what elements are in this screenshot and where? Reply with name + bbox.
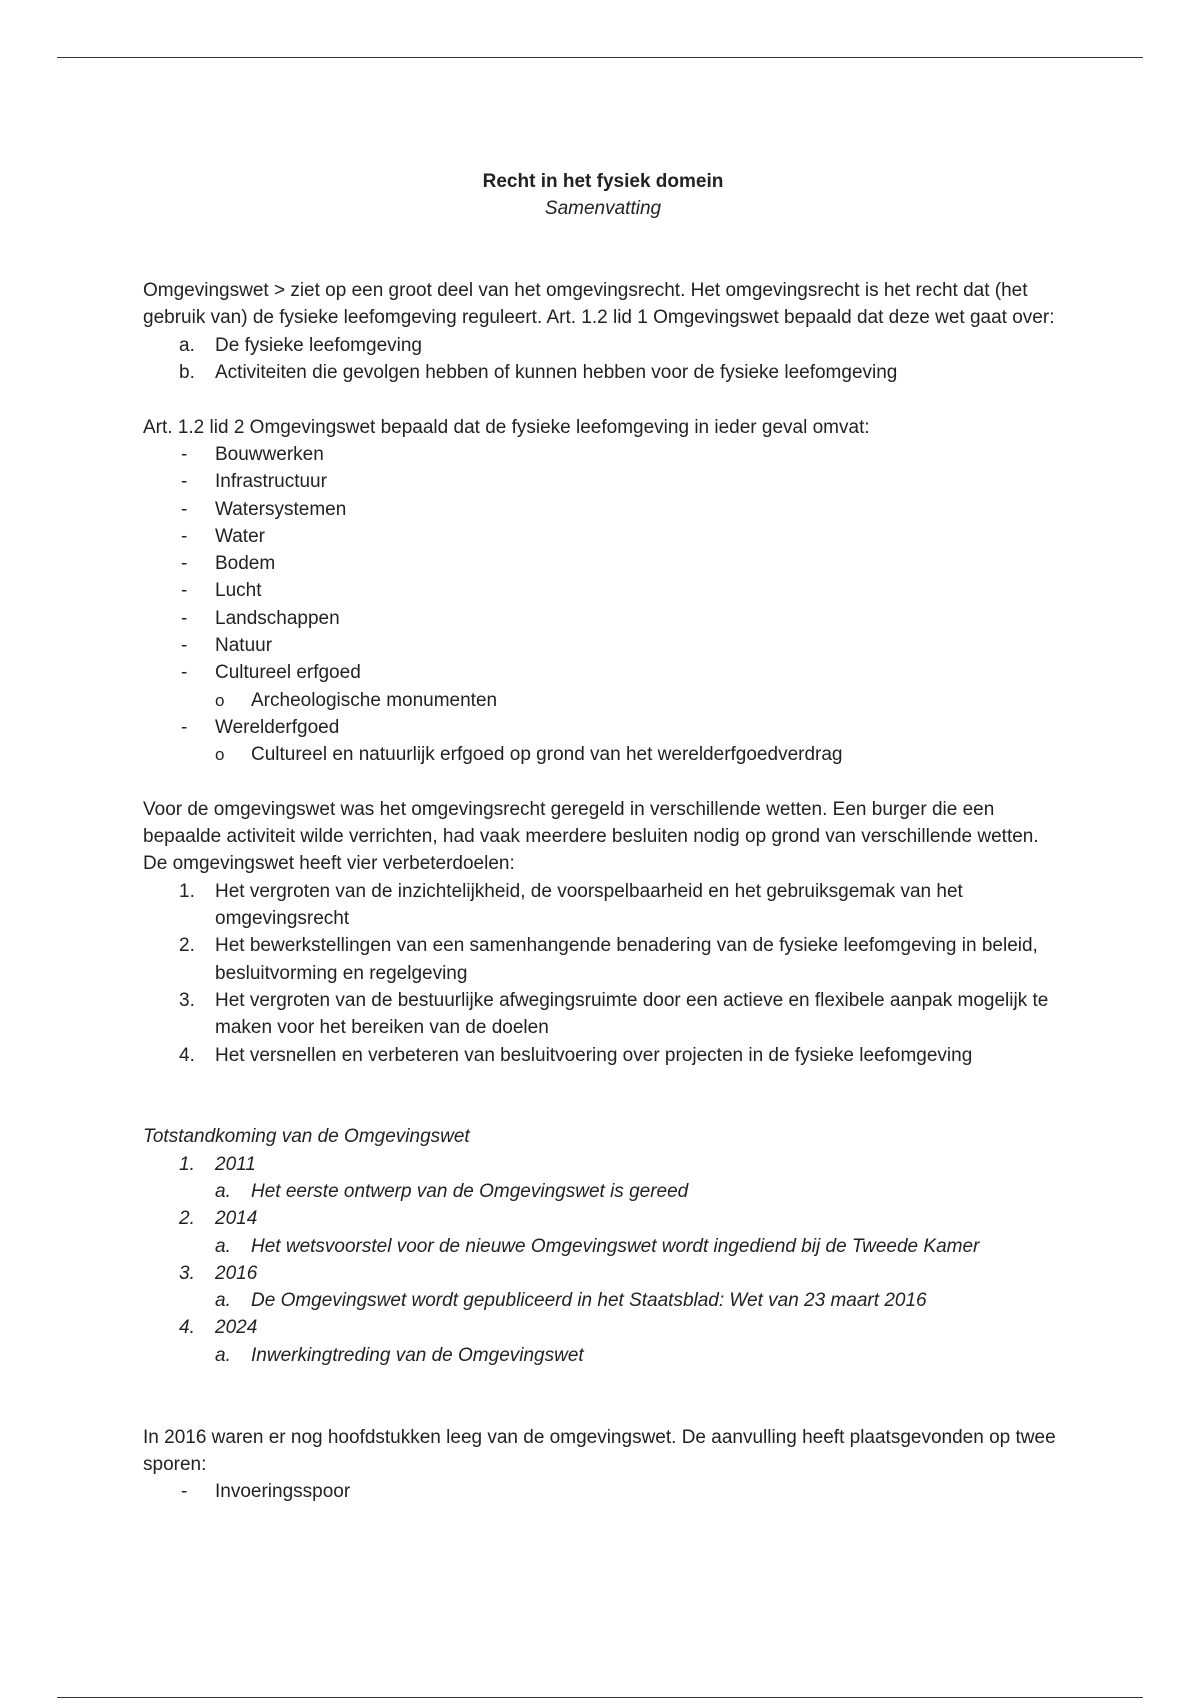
history-event: Het wetsvoorstel voor de nieuwe Omgevingswet wordt ingediend bij de Tweede Kamer bbox=[251, 1235, 980, 1257]
list-item bbox=[143, 577, 1063, 604]
sub-list-item bbox=[215, 1287, 1063, 1314]
list-item bbox=[143, 878, 1063, 933]
history-year: 2011 bbox=[215, 1153, 256, 1175]
list-item-label: Het vergroten van de inzichtelijkheid, de voorspelbaarheid en het gebruiksgemak van het omgevingsrecht bbox=[215, 880, 963, 930]
art12-paragraph: Art. 1.2 lid 2 Omgevingswet bepaald dat de fysieke leefomgeving in ieder geval omvat: bbox=[143, 416, 870, 438]
footer-rule bbox=[57, 1697, 1143, 1698]
document-page bbox=[143, 168, 1063, 1506]
sub-list-item bbox=[215, 1178, 1063, 1205]
list-item bbox=[143, 659, 1063, 686]
list-item bbox=[143, 1260, 1063, 1287]
list-item bbox=[143, 468, 1063, 495]
list-marker: 4. bbox=[179, 1317, 195, 1339]
sub-list-item bbox=[215, 1233, 1063, 1260]
sub-list bbox=[143, 1287, 1063, 1314]
list-marker: a. bbox=[179, 334, 195, 356]
closing-list bbox=[143, 1478, 1063, 1505]
list-item bbox=[143, 441, 1063, 468]
history-heading: Totstandkoming van de Omgevingswet bbox=[143, 1126, 470, 1148]
list-item-label: Het versnellen en verbeteren van besluitvoering over projecten in de fysieke leefomgeving bbox=[215, 1044, 973, 1066]
list-marker: 3. bbox=[179, 989, 195, 1011]
dash-marker: - bbox=[181, 1481, 188, 1503]
list-item bbox=[143, 523, 1063, 550]
list-item-label: Lucht bbox=[215, 580, 262, 602]
list-marker: 2. bbox=[179, 1208, 195, 1230]
list-item bbox=[143, 1151, 1063, 1178]
dash-marker: - bbox=[181, 553, 188, 575]
sub-list bbox=[143, 1233, 1063, 1260]
list-item bbox=[143, 714, 1063, 741]
sub-list-item bbox=[215, 687, 1063, 714]
list-item-label: Invoeringsspoor bbox=[215, 1481, 351, 1503]
history-year: 2024 bbox=[215, 1317, 258, 1339]
list-item-label: Het vergroten van de bestuurlijke afwegingsruimte door een actieve en flexibele aanpak mogelijk te maken voor het bereiken van de doelen bbox=[215, 989, 1049, 1039]
list-item-label: Water bbox=[215, 525, 265, 547]
list-item-label: Cultureel erfgoed bbox=[215, 662, 361, 684]
list-item bbox=[143, 1314, 1063, 1341]
list-marker: 3. bbox=[179, 1262, 195, 1284]
dash-marker: - bbox=[181, 635, 188, 657]
list-item-label: Bodem bbox=[215, 553, 276, 575]
sub-marker: a. bbox=[215, 1235, 231, 1257]
document-subtitle: Samenvatting bbox=[544, 198, 662, 220]
sub-list bbox=[143, 741, 1063, 768]
list-marker: b. bbox=[179, 362, 195, 384]
intro-list bbox=[143, 332, 1063, 387]
list-item bbox=[143, 359, 1063, 386]
history-event: De Omgevingswet wordt gepubliceerd in het Staatsblad: Wet van 23 maart 2016 bbox=[251, 1290, 927, 1312]
list-item-label: Activiteiten die gevolgen hebben of kunnen hebben voor de fysieke leefomgeving bbox=[215, 362, 898, 384]
history-event: Het eerste ontwerp van de Omgevingswet is gereed bbox=[251, 1180, 689, 1202]
history-year: 2014 bbox=[215, 1208, 258, 1230]
sub-list bbox=[143, 687, 1063, 714]
sub-list-item bbox=[215, 1342, 1063, 1369]
dash-marker: - bbox=[181, 607, 188, 629]
list-item-label: De fysieke leefomgeving bbox=[215, 334, 422, 356]
sub-list bbox=[143, 1178, 1063, 1205]
goals-paragraph: Voor de omgevingswet was het omgevingsrecht geregeld in verschillende wetten. Een burger die een bepaalde activiteit wilde verrichten, had vaak meerdere besluiten nodig op grond van verschillende wetten. De omgevingswet heeft vier verbeterdoelen: bbox=[143, 798, 1039, 875]
list-item-label: Natuur bbox=[215, 635, 273, 657]
header-rule bbox=[57, 57, 1143, 58]
list-marker: 2. bbox=[179, 935, 195, 957]
list-item bbox=[143, 496, 1063, 523]
history-event: Inwerkingtreding van de Omgevingswet bbox=[251, 1344, 584, 1366]
history-list bbox=[143, 1151, 1063, 1369]
list-marker: 4. bbox=[179, 1044, 195, 1066]
list-item bbox=[143, 550, 1063, 577]
history-year: 2016 bbox=[215, 1262, 258, 1284]
sub-marker: a. bbox=[215, 1344, 231, 1366]
list-item-label: Werelderfgoed bbox=[215, 716, 340, 738]
goals-list bbox=[143, 878, 1063, 1069]
list-item bbox=[143, 1042, 1063, 1069]
list-item-label: Het bewerkstellingen van een samenhangende benadering van de fysieke leefomgeving in beleid, besluitvorming en regelgeving bbox=[215, 935, 1038, 984]
list-item-label: Watersystemen bbox=[215, 498, 347, 520]
sub-item-label: Archeologische monumenten bbox=[251, 689, 498, 711]
list-item bbox=[143, 605, 1063, 632]
history-section bbox=[143, 1123, 1063, 1369]
sub-list bbox=[143, 1342, 1063, 1369]
intro-paragraph: Omgevingswet > ziet op een groot deel van het omgevingsrecht. Het omgevingsrecht is het recht dat (het gebruik van) de fysieke leefomgeving reguleert. Art. 1.2 lid 1 Omgevingswet bepaald dat deze wet gaat over: bbox=[143, 280, 1055, 329]
dash-marker: - bbox=[181, 580, 188, 602]
circle-marker: o bbox=[215, 745, 225, 765]
circle-marker: o bbox=[215, 690, 225, 710]
sub-list-item bbox=[215, 741, 1063, 768]
art12-list bbox=[143, 441, 1063, 769]
dash-marker: - bbox=[181, 498, 188, 520]
list-item bbox=[143, 632, 1063, 659]
sub-marker: a. bbox=[215, 1290, 231, 1312]
list-item-label: Bouwwerken bbox=[215, 443, 324, 465]
dash-marker: - bbox=[181, 662, 188, 684]
list-marker: 1. bbox=[179, 1153, 195, 1175]
dash-marker: - bbox=[181, 525, 188, 547]
list-item bbox=[143, 987, 1063, 1042]
dash-marker: - bbox=[181, 716, 188, 738]
list-item-label: Landschappen bbox=[215, 607, 340, 629]
dash-marker: - bbox=[181, 471, 188, 493]
sub-item-label: Cultureel en natuurlijk erfgoed op grond van het werelderfgoedverdrag bbox=[251, 744, 843, 766]
dash-marker: - bbox=[181, 443, 188, 465]
list-item-label: Infrastructuur bbox=[215, 471, 327, 493]
list-item bbox=[143, 332, 1063, 359]
document-title: Recht in het fysiek domein bbox=[482, 171, 724, 192]
list-item bbox=[143, 1478, 1063, 1505]
list-marker: 1. bbox=[179, 880, 195, 902]
list-item bbox=[143, 932, 1063, 987]
closing-paragraph: In 2016 waren er nog hoofdstukken leeg van de omgevingswet. De aanvulling heeft plaatsgevonden op twee sporen: bbox=[143, 1426, 1056, 1475]
sub-marker: a. bbox=[215, 1180, 231, 1202]
list-item bbox=[143, 1205, 1063, 1232]
